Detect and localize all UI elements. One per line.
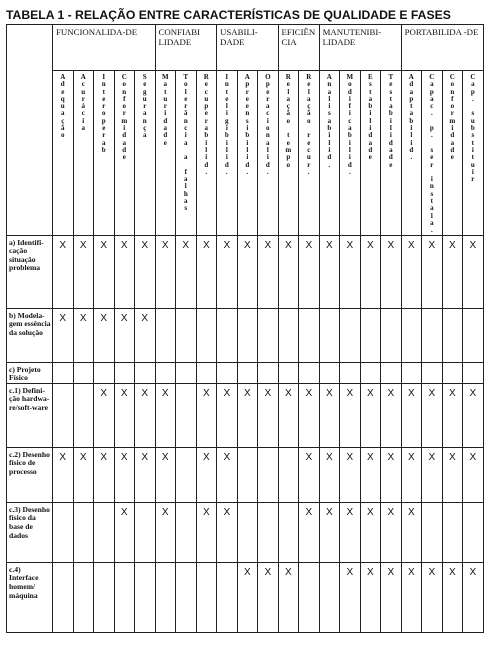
- mark-cell: X: [237, 383, 258, 447]
- mark-cell: [442, 502, 463, 562]
- mark-cell: [360, 308, 381, 362]
- mark-cell: [217, 362, 238, 383]
- mark-cell: X: [217, 235, 238, 308]
- group-header: FUNCIONALIDA-DE: [53, 25, 156, 71]
- group-header: MANUTENIBI- LIDADE: [319, 25, 401, 71]
- phase-row: [7, 383, 484, 447]
- mark-cell: [155, 308, 176, 362]
- phase-row: [7, 562, 484, 632]
- table-title: TABELA 1 - RELAÇÃO ENTRE CARACTERÍSTICAS DE QUALIDADE E FASES: [6, 8, 451, 22]
- mark-cell: X: [463, 235, 484, 308]
- mark-cell: X: [258, 383, 279, 447]
- subcharacteristic-header: R e l a ç ã o t e m p o: [278, 71, 299, 236]
- mark-cell: X: [155, 235, 176, 308]
- mark-cell: X: [442, 383, 463, 447]
- mark-cell: X: [299, 447, 320, 502]
- mark-cell: X: [381, 235, 402, 308]
- mark-cell: X: [114, 383, 135, 447]
- mark-cell: [299, 562, 320, 632]
- mark-cell: X: [299, 502, 320, 562]
- mark-cell: X: [196, 502, 217, 562]
- mark-cell: X: [237, 562, 258, 632]
- mark-cell: [53, 502, 74, 562]
- mark-cell: [73, 362, 94, 383]
- mark-cell: X: [360, 235, 381, 308]
- phase-label: c.4) Interface homem/ máquina: [7, 562, 53, 632]
- mark-cell: [53, 362, 74, 383]
- mark-cell: [299, 308, 320, 362]
- subcharacteristic-header: A d e q u a ç ã o: [53, 71, 74, 236]
- mark-cell: X: [381, 562, 402, 632]
- subcharacteristic-header: I n t e r o p e r a b: [94, 71, 115, 236]
- mark-cell: [155, 362, 176, 383]
- mark-cell: X: [73, 235, 94, 308]
- mark-cell: X: [114, 308, 135, 362]
- mark-cell: [217, 308, 238, 362]
- mark-cell: X: [196, 235, 217, 308]
- mark-cell: [176, 308, 197, 362]
- mark-cell: X: [278, 235, 299, 308]
- subcharacteristic-header: O p e r a c i o n a l i d .: [258, 71, 279, 236]
- mark-cell: [463, 502, 484, 562]
- mark-cell: [401, 362, 422, 383]
- mark-cell: X: [53, 447, 74, 502]
- mark-cell: [114, 562, 135, 632]
- mark-cell: X: [381, 502, 402, 562]
- mark-cell: X: [53, 235, 74, 308]
- mark-cell: [237, 362, 258, 383]
- mark-cell: X: [340, 235, 361, 308]
- group-header: CONFIABI LIDADE: [155, 25, 217, 71]
- phase-label: b) Modela-gem essência da solução: [7, 308, 53, 362]
- mark-cell: X: [278, 562, 299, 632]
- subcharacteristic-header: T o l e r â n c i a a f a l h a s: [176, 71, 197, 236]
- mark-cell: [196, 362, 217, 383]
- mark-cell: X: [135, 383, 156, 447]
- mark-cell: X: [401, 562, 422, 632]
- mark-cell: [217, 562, 238, 632]
- mark-cell: [176, 562, 197, 632]
- mark-cell: [114, 362, 135, 383]
- mark-cell: X: [299, 383, 320, 447]
- mark-cell: X: [155, 383, 176, 447]
- mark-cell: [422, 502, 443, 562]
- mark-cell: [155, 562, 176, 632]
- subcharacteristic-header: M a t u r i d a d e: [155, 71, 176, 236]
- mark-cell: [176, 502, 197, 562]
- mark-cell: [442, 362, 463, 383]
- mark-cell: [360, 362, 381, 383]
- mark-cell: [94, 362, 115, 383]
- mark-cell: X: [114, 502, 135, 562]
- mark-cell: X: [319, 447, 340, 502]
- mark-cell: X: [299, 235, 320, 308]
- mark-cell: [196, 308, 217, 362]
- mark-cell: [196, 562, 217, 632]
- mark-cell: [53, 383, 74, 447]
- mark-cell: X: [463, 562, 484, 632]
- mark-cell: X: [176, 235, 197, 308]
- mark-cell: X: [217, 383, 238, 447]
- mark-cell: X: [319, 502, 340, 562]
- quality-phase-table: [6, 24, 484, 633]
- subcharacteristic-header: C o n f o r m i d a d e: [114, 71, 135, 236]
- mark-cell: [258, 308, 279, 362]
- subcharacteristic-header: R e c u p e r a b i l i d .: [196, 71, 217, 236]
- mark-cell: [278, 362, 299, 383]
- subcharacteristic-header: C a p a c . p . s e r i n s t a l a .: [422, 71, 443, 236]
- mark-cell: X: [360, 383, 381, 447]
- mark-cell: X: [422, 383, 443, 447]
- mark-cell: X: [319, 235, 340, 308]
- mark-cell: [135, 562, 156, 632]
- mark-cell: X: [319, 383, 340, 447]
- phase-row: [7, 308, 484, 362]
- subcharacteristic-header: C a p . s u b s t i t u i r: [463, 71, 484, 236]
- subcharacteristic-header: M o d i f i c a b i l i d .: [340, 71, 361, 236]
- mark-cell: X: [360, 502, 381, 562]
- phase-row: [7, 502, 484, 562]
- subcharacteristic-header: A c u r á c i a: [73, 71, 94, 236]
- mark-cell: X: [258, 235, 279, 308]
- mark-cell: [176, 383, 197, 447]
- phase-label: c.1) Defini-ção hardwa-re/soft-ware: [7, 383, 53, 447]
- mark-cell: X: [422, 562, 443, 632]
- mark-cell: X: [155, 502, 176, 562]
- phase-row: [7, 362, 484, 383]
- mark-cell: X: [422, 447, 443, 502]
- mark-cell: [381, 308, 402, 362]
- subcharacteristic-header-row: [7, 71, 484, 236]
- mark-cell: X: [94, 235, 115, 308]
- mark-cell: [258, 362, 279, 383]
- mark-cell: [73, 383, 94, 447]
- mark-cell: X: [135, 308, 156, 362]
- mark-cell: X: [463, 383, 484, 447]
- group-header: EFICIÊN CIA: [278, 25, 319, 71]
- mark-cell: [258, 447, 279, 502]
- mark-cell: X: [217, 502, 238, 562]
- mark-cell: X: [237, 235, 258, 308]
- mark-cell: [422, 362, 443, 383]
- group-header: PORTABILIDA -DE: [401, 25, 483, 71]
- mark-cell: [237, 447, 258, 502]
- subcharacteristic-header: S e g u r a n ç a: [135, 71, 156, 236]
- mark-cell: [299, 362, 320, 383]
- mark-cell: X: [196, 447, 217, 502]
- mark-cell: X: [217, 447, 238, 502]
- mark-cell: X: [73, 447, 94, 502]
- mark-cell: [463, 362, 484, 383]
- mark-cell: X: [340, 562, 361, 632]
- mark-cell: X: [53, 308, 74, 362]
- subcharacteristic-header: A d a p t a b i l i d .: [401, 71, 422, 236]
- mark-cell: X: [442, 447, 463, 502]
- mark-cell: [176, 447, 197, 502]
- mark-cell: [53, 562, 74, 632]
- mark-cell: X: [155, 447, 176, 502]
- phase-row: [7, 447, 484, 502]
- corner-cell: [7, 25, 53, 236]
- group-header: USABILI- DADE: [217, 25, 279, 71]
- subcharacteristic-header: R e l a ç ã o r e c u r .: [299, 71, 320, 236]
- mark-cell: X: [135, 447, 156, 502]
- phase-row: [7, 235, 484, 308]
- mark-cell: X: [94, 383, 115, 447]
- mark-cell: [237, 308, 258, 362]
- mark-cell: X: [340, 502, 361, 562]
- mark-cell: X: [196, 383, 217, 447]
- mark-cell: X: [94, 447, 115, 502]
- mark-cell: X: [73, 308, 94, 362]
- mark-cell: [94, 502, 115, 562]
- mark-cell: [237, 502, 258, 562]
- subcharacteristic-header: E s t a b i l i d a d e: [360, 71, 381, 236]
- mark-cell: X: [114, 235, 135, 308]
- mark-cell: X: [401, 235, 422, 308]
- mark-cell: X: [401, 502, 422, 562]
- mark-cell: [442, 308, 463, 362]
- phase-label: c) Projeto Físico: [7, 362, 53, 383]
- mark-cell: X: [360, 447, 381, 502]
- mark-cell: X: [442, 562, 463, 632]
- mark-cell: [401, 308, 422, 362]
- mark-cell: [176, 362, 197, 383]
- mark-cell: [73, 562, 94, 632]
- mark-cell: X: [278, 383, 299, 447]
- mark-cell: [278, 447, 299, 502]
- mark-cell: [135, 362, 156, 383]
- mark-cell: [319, 362, 340, 383]
- mark-cell: [319, 562, 340, 632]
- mark-cell: [340, 308, 361, 362]
- mark-cell: X: [401, 383, 422, 447]
- subcharacteristic-header: C o n f o r m i d a d e: [442, 71, 463, 236]
- mark-cell: [278, 308, 299, 362]
- mark-cell: X: [340, 383, 361, 447]
- mark-cell: [278, 502, 299, 562]
- mark-cell: [381, 362, 402, 383]
- mark-cell: [422, 308, 443, 362]
- mark-cell: X: [381, 383, 402, 447]
- mark-cell: [94, 562, 115, 632]
- subcharacteristic-header: T e s t a b i l i d a d e: [381, 71, 402, 236]
- mark-cell: [463, 308, 484, 362]
- mark-cell: X: [422, 235, 443, 308]
- mark-cell: X: [114, 447, 135, 502]
- mark-cell: X: [94, 308, 115, 362]
- mark-cell: X: [442, 235, 463, 308]
- mark-cell: [319, 308, 340, 362]
- mark-cell: [135, 502, 156, 562]
- subcharacteristic-header: A n a l i s a b i l i d .: [319, 71, 340, 236]
- mark-cell: [73, 502, 94, 562]
- phase-label: c.3) Desenho físico da base de dados: [7, 502, 53, 562]
- group-header-row: [7, 25, 484, 71]
- subcharacteristic-header: I n t e l i g i b i l i d .: [217, 71, 238, 236]
- mark-cell: [340, 362, 361, 383]
- subcharacteristic-header: A p r e e n s i b i l i d .: [237, 71, 258, 236]
- mark-cell: X: [463, 447, 484, 502]
- mark-cell: X: [258, 562, 279, 632]
- phase-label: a) Identifi-cação situação problema: [7, 235, 53, 308]
- mark-cell: X: [381, 447, 402, 502]
- mark-cell: [258, 502, 279, 562]
- mark-cell: X: [401, 447, 422, 502]
- phase-label: c.2) Desenho físico de processo: [7, 447, 53, 502]
- mark-cell: X: [360, 562, 381, 632]
- mark-cell: X: [340, 447, 361, 502]
- mark-cell: X: [135, 235, 156, 308]
